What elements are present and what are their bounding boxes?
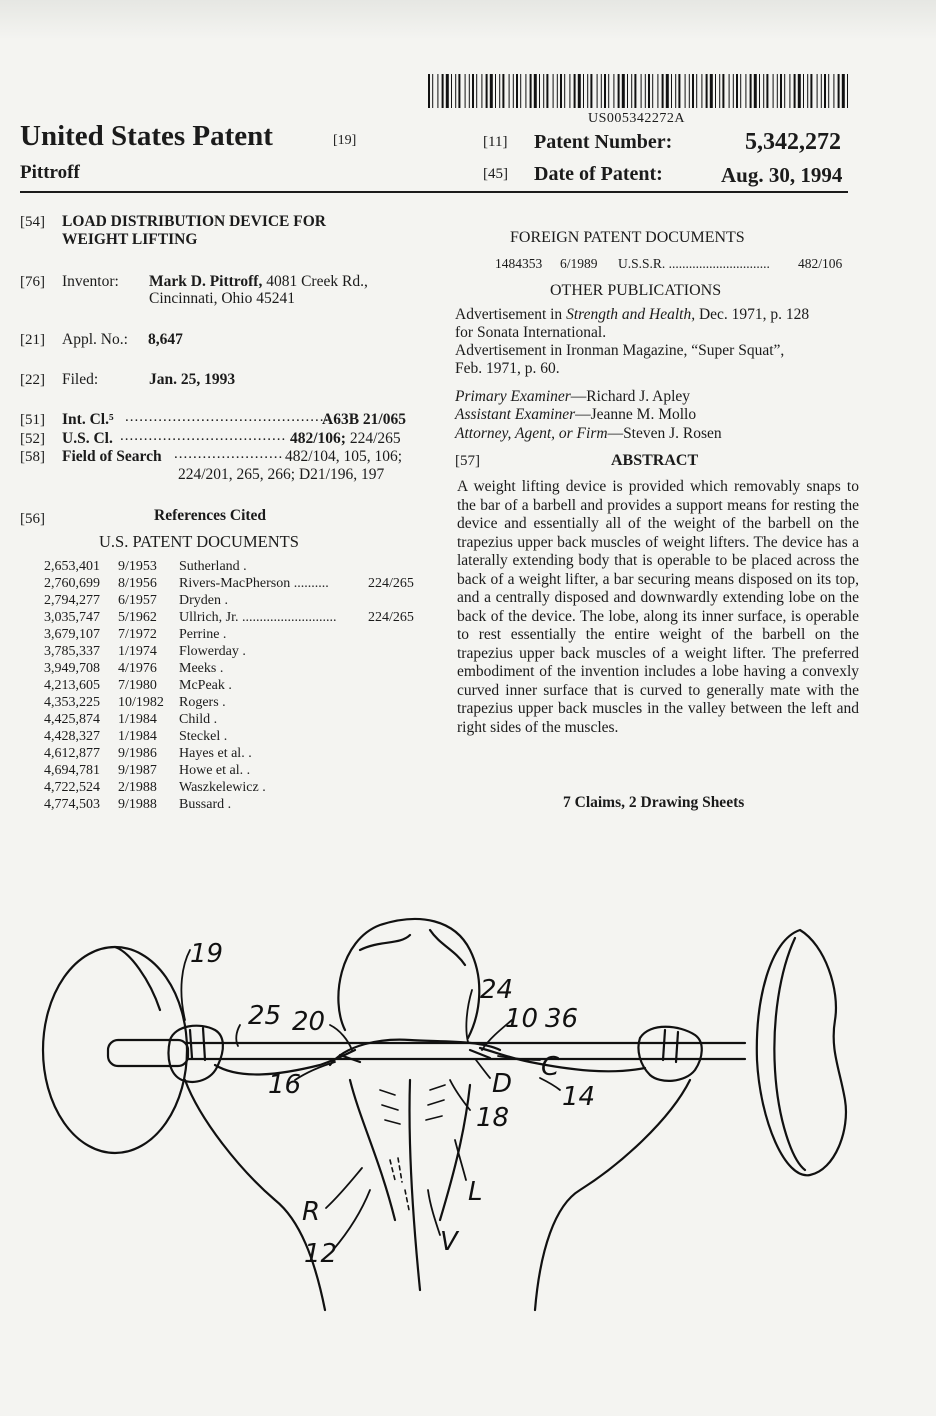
reference-date: 9/1987 xyxy=(118,763,157,778)
label-19: 19 xyxy=(190,939,224,969)
reference-number: 3,785,337 xyxy=(44,644,100,659)
page-top-edge xyxy=(0,0,936,40)
reference-date: 9/1953 xyxy=(118,559,157,574)
title-code: [54] xyxy=(20,214,45,230)
patent-number: 5,342,272 xyxy=(745,129,841,155)
barcode-bar xyxy=(472,74,474,108)
reference-number: 3,949,708 xyxy=(44,661,100,676)
inventor-surname: Pittroff xyxy=(20,162,80,183)
foreign-docs-title: FOREIGN PATENT DOCUMENTS xyxy=(510,229,745,246)
barcode-bar xyxy=(750,74,752,108)
barcode-bar xyxy=(442,74,444,108)
reference-name: Ullrich, Jr. ........................... xyxy=(179,610,337,625)
reference-date: 9/1988 xyxy=(118,797,157,812)
left-weight-plate xyxy=(43,947,187,1153)
barcode-bar xyxy=(469,74,470,108)
search-leader: ....................... xyxy=(174,446,284,462)
barcode-bar xyxy=(833,74,834,108)
intcl-label: Int. Cl.⁵ xyxy=(62,411,114,428)
reference-number: 4,353,225 xyxy=(44,695,100,710)
barcode-bar xyxy=(652,74,653,108)
appl-code: [21] xyxy=(20,332,45,348)
reference-date: 2/1988 xyxy=(118,780,157,795)
search-code: [58] xyxy=(20,449,45,465)
left-scapula xyxy=(350,1080,395,1220)
barcode-bar xyxy=(543,74,544,108)
header-rule xyxy=(20,191,848,193)
assistant-examiner-name: —Jeanne M. Mollo xyxy=(575,406,697,423)
barcode xyxy=(428,74,848,108)
barcode-bar xyxy=(618,74,620,108)
barcode-bar xyxy=(627,74,628,108)
inventor-name: Mark D. Pittroff, xyxy=(149,273,263,290)
barcode-bar xyxy=(710,74,713,108)
barcode-bar xyxy=(784,74,785,108)
reference-name: Howe et al. . xyxy=(179,763,251,778)
other-publications-title: OTHER PUBLICATIONS xyxy=(550,282,722,299)
barcode-bar xyxy=(692,74,694,108)
barcode-bar xyxy=(578,74,581,108)
publication-2-line-1: Advertisement in Ironman Magazine, “Super Squat”, xyxy=(455,342,785,359)
barcode-bar xyxy=(530,74,532,108)
reference-number: 4,694,781 xyxy=(44,763,100,778)
uscl-values xyxy=(290,430,401,448)
primary-examiner-name: —Richard J. Apley xyxy=(570,388,691,405)
right-plate-face xyxy=(774,938,805,1170)
primary-examiner-label: Primary Examiner xyxy=(455,388,571,405)
reference-name: Dryden . xyxy=(179,593,228,608)
barcode-bar xyxy=(645,74,646,108)
title-line-2: WEIGHT LIFTING xyxy=(62,231,198,248)
inventor-address-2: Cincinnati, Ohio 45241 xyxy=(149,290,295,307)
barcode-bar xyxy=(675,74,676,108)
barcode-bar xyxy=(502,74,504,108)
barcode-bar xyxy=(516,74,518,108)
barcode-bar xyxy=(759,74,760,108)
filed-code: [22] xyxy=(20,372,45,388)
country-code: [19] xyxy=(333,133,357,148)
intcl-value: A63B 21/065 xyxy=(322,411,406,428)
label-18: 18 xyxy=(476,1103,510,1133)
foreign-doc-country: U.S.S.R. .............................. xyxy=(618,256,770,271)
reference-date: 5/1962 xyxy=(118,610,157,625)
barcode-bar xyxy=(821,74,822,108)
leader-D xyxy=(476,1060,490,1078)
barcode-bar xyxy=(745,74,746,108)
barcode-bar xyxy=(520,74,521,108)
barcode-bar xyxy=(689,74,690,108)
right-hand xyxy=(638,1027,701,1081)
abstract-text: A weight lifting device is provided which removably snaps to the bar of a barbell and provides a support means for resting the device and essentially all of the weight of the barbell on the trapezius upper back muscles of weight lifters. The device has a laterally extending body that is operable to be placed across the back of a weight lifter, a bar securing means disposed on its top, and a centrally disposed and downwardly extending lobe on the back of the device. The lobe, along its inner surface, is operable to rest essentially the entire weight of the barbell on the trapezius upper back muscles of a weight lifter. The preferred embodiment of the invention includes a lobe having a convexly curved inner surface that is curved to generally mate with the trapezius upper back muscles in the valley between the left and right sides of the muscles. xyxy=(457,478,859,736)
barcode-bar xyxy=(824,74,826,108)
primary-examiner xyxy=(455,388,690,406)
left-plate-rim xyxy=(115,947,160,1010)
reference-date: 1/1984 xyxy=(118,712,157,727)
publication-1-date: Dec. 1971, p. 128 xyxy=(698,306,810,323)
barcode-bar xyxy=(446,74,449,108)
appl-number: 8,647 xyxy=(148,331,183,348)
label-16: 16 xyxy=(268,1070,302,1100)
reference-number: 4,774,503 xyxy=(44,797,100,812)
barcode-bar xyxy=(608,74,609,108)
reference-name: Flowerday . xyxy=(179,644,246,659)
right-fingers xyxy=(663,1030,678,1062)
barcode-bar xyxy=(685,74,686,108)
barcode-bar xyxy=(590,74,592,108)
barcode-bar xyxy=(634,74,636,108)
barcode-bar xyxy=(729,74,730,108)
date-label: Date of Patent: xyxy=(534,163,663,185)
barcode-bar xyxy=(722,74,724,108)
publication-1-journal: Strength and Health, xyxy=(566,306,696,323)
barcode-bar xyxy=(513,74,514,108)
assistant-examiner xyxy=(455,406,696,424)
label-24: 24 xyxy=(480,975,514,1005)
leader-12 xyxy=(333,1190,370,1250)
barcode-bar xyxy=(476,74,477,108)
abstract-code: [57] xyxy=(455,453,480,469)
reference-name: Sutherland . xyxy=(179,559,247,574)
publication-2-line-2: Feb. 1971, p. 60. xyxy=(455,360,560,377)
reference-name: Hayes et al. . xyxy=(179,746,252,761)
reference-name: McPeak . xyxy=(179,678,232,693)
reference-name: Meeks . xyxy=(179,661,224,676)
title-line-1: LOAD DISTRIBUTION DEVICE FOR xyxy=(62,213,326,230)
barcode-bar xyxy=(763,74,764,108)
patent-number-label: Patent Number: xyxy=(534,131,673,153)
barcode-bar xyxy=(451,74,452,108)
barcode-bar xyxy=(564,74,565,108)
leader-20 xyxy=(330,1025,352,1050)
foreign-doc-number: 1484353 xyxy=(495,256,543,271)
barcode-bar xyxy=(807,74,808,108)
reference-name: Perrine . xyxy=(179,627,227,642)
publication-1-line-2: for Sonata International. xyxy=(455,324,607,341)
left-arm-outline xyxy=(185,1080,325,1310)
uscl-leader: ................................... xyxy=(120,428,287,444)
barcode-bar xyxy=(534,74,537,108)
references-code: [56] xyxy=(20,511,45,527)
barcode-bar xyxy=(766,74,768,108)
label-L: L xyxy=(468,1177,483,1207)
inventor-code: [76] xyxy=(20,274,45,290)
barcode-bar xyxy=(525,74,526,108)
barcode-bar xyxy=(539,74,540,108)
barcode-bar xyxy=(428,74,430,108)
barcode-bar xyxy=(789,74,790,108)
search-line-2: 224/201, 265, 266; D21/196, 197 xyxy=(178,466,385,483)
label-C: C xyxy=(541,1052,560,1082)
barcode-bar xyxy=(486,74,488,108)
label-25: 25 xyxy=(248,1001,282,1031)
barcode-bar xyxy=(458,74,460,108)
uscl-value-primary: 482/106; xyxy=(290,430,346,447)
reference-name: Waszkelewicz . xyxy=(179,780,266,795)
right-arm-outline xyxy=(535,1080,690,1310)
foreign-doc-class: 482/106 xyxy=(798,256,843,271)
barcode-bar xyxy=(648,74,650,108)
intcl-code: [51] xyxy=(20,412,45,428)
barcode-bar xyxy=(678,74,680,108)
barcode-bar xyxy=(597,74,598,108)
reference-date: 7/1980 xyxy=(118,678,157,693)
label-V: V xyxy=(440,1227,458,1257)
barcode-bar xyxy=(817,74,818,108)
uscl-label: U.S. Cl. xyxy=(62,430,113,447)
barcode-bar xyxy=(847,74,848,108)
uscl-value-secondary: 224/265 xyxy=(349,430,401,447)
reference-number: 2,760,699 xyxy=(44,576,100,591)
barcode-bar xyxy=(465,74,466,108)
reference-name: Steckel . xyxy=(179,729,228,744)
inventor-label: Inventor: xyxy=(62,273,119,290)
barcode-bar xyxy=(706,74,708,108)
reference-name: Rivers-MacPherson .......... xyxy=(179,576,329,591)
barcode-bar xyxy=(604,74,606,108)
appl-label: Appl. No.: xyxy=(62,331,128,348)
attorney-label: Attorney, Agent, or Firm xyxy=(455,425,608,442)
filed-label: Filed: xyxy=(62,371,99,388)
barcode-bar xyxy=(546,74,548,108)
reference-date: 1/1974 xyxy=(118,644,157,659)
filed-date: Jan. 25, 1993 xyxy=(149,371,236,388)
reference-class: 224/265 xyxy=(368,576,414,591)
barcode-bar xyxy=(622,74,625,108)
reference-class: 224/265 xyxy=(368,610,414,625)
patent-date: Aug. 30, 1994 xyxy=(721,163,843,187)
barcode-bar xyxy=(601,74,602,108)
label-R: R xyxy=(302,1197,321,1227)
muscle-hatching xyxy=(380,1085,445,1124)
reference-number: 4,425,874 xyxy=(44,712,100,727)
search-line-1: 482/104, 105, 106; xyxy=(285,448,403,465)
reference-date: 9/1986 xyxy=(118,746,157,761)
publication-1-prefix: Advertisement in xyxy=(455,306,563,323)
label-14: 14 xyxy=(562,1082,596,1112)
reference-date: 7/1972 xyxy=(118,627,157,642)
label-36: 36 xyxy=(545,1004,579,1034)
reference-number: 3,679,107 xyxy=(44,627,100,642)
reference-date: 1/1984 xyxy=(118,729,157,744)
barcode-bar xyxy=(794,74,796,108)
reference-number: 4,722,524 xyxy=(44,780,100,795)
barcode-bar xyxy=(662,74,664,108)
barcode-bar xyxy=(666,74,669,108)
barcode-bar xyxy=(803,74,804,108)
reference-date: 4/1976 xyxy=(118,661,157,676)
reference-name: Bussard . xyxy=(179,797,232,812)
barcode-bar xyxy=(641,74,642,108)
leader-19 xyxy=(181,950,190,1020)
spine-hatching xyxy=(390,1158,409,1210)
barcode-bar xyxy=(437,74,438,108)
barcode-bar xyxy=(574,74,576,108)
reference-number: 4,428,327 xyxy=(44,729,100,744)
assistant-examiner-label: Assistant Examiner xyxy=(455,406,576,423)
barcode-bar xyxy=(553,74,554,108)
publication-1-line-1 xyxy=(455,306,809,324)
barcode-bar xyxy=(842,74,845,108)
reference-number: 3,035,747 xyxy=(44,610,100,625)
barcode-bar xyxy=(719,74,720,108)
reference-number: 4,612,877 xyxy=(44,746,100,761)
patent-country-title: United States Patent xyxy=(20,120,273,152)
barcode-bar xyxy=(613,74,614,108)
right-weight-plate xyxy=(757,930,846,1175)
barcode-bar xyxy=(557,74,558,108)
label-10: 10 xyxy=(505,1004,539,1034)
references-title: References Cited xyxy=(154,507,267,524)
barcode-bar xyxy=(828,74,829,108)
barcode-bar xyxy=(499,74,500,108)
reference-name: Child . xyxy=(179,712,218,727)
spine-line xyxy=(409,1080,420,1290)
abstract-title: ABSTRACT xyxy=(611,452,699,469)
attorney xyxy=(455,425,722,443)
barcode-bar xyxy=(432,74,433,108)
barcode-bar xyxy=(509,74,510,108)
barcode-text: US005342272A xyxy=(588,111,686,126)
barcode-bar xyxy=(583,74,584,108)
barcode-bar xyxy=(838,74,840,108)
barcode-bar xyxy=(657,74,658,108)
label-12: 12 xyxy=(304,1239,338,1269)
inventor-address-1: 4081 Creek Rd., xyxy=(266,273,368,290)
foreign-doc-date: 6/1989 xyxy=(560,256,598,271)
date-code: [45] xyxy=(483,166,508,182)
leader-V xyxy=(428,1190,440,1235)
attorney-name: —Steven J. Rosen xyxy=(607,425,722,442)
barcode-bar xyxy=(495,74,496,108)
barcode-bar xyxy=(490,74,493,108)
patent-drawing xyxy=(0,890,936,1390)
reference-number: 2,653,401 xyxy=(44,559,100,574)
barcode-bar xyxy=(780,74,782,108)
barcode-bar xyxy=(481,74,482,108)
barcode-bar xyxy=(671,74,672,108)
reference-date: 10/1982 xyxy=(118,695,164,710)
barcode-bar xyxy=(740,74,741,108)
reference-name: Rogers . xyxy=(179,695,226,710)
barcode-bar xyxy=(569,74,570,108)
us-docs-title: U.S. PATENT DOCUMENTS xyxy=(99,532,299,551)
barcode-bar xyxy=(736,74,738,108)
left-hand xyxy=(169,1026,223,1082)
barcode-bar xyxy=(810,74,812,108)
barcode-bar xyxy=(455,74,456,108)
hair-lines xyxy=(360,930,465,965)
barcode-bar xyxy=(701,74,702,108)
intcl-leader: ........................................... xyxy=(125,409,330,425)
search-label: Field of Search xyxy=(62,448,162,465)
reference-date: 8/1956 xyxy=(118,576,157,591)
barcode-bar xyxy=(696,74,697,108)
bar-end-left xyxy=(108,1040,188,1066)
reference-number: 4,213,605 xyxy=(44,678,100,693)
inventor-line-1 xyxy=(149,273,368,291)
barcode-bar xyxy=(560,74,562,108)
label-20: 20 xyxy=(292,1007,326,1037)
barcode-bar xyxy=(777,74,778,108)
label-D: D xyxy=(492,1069,513,1099)
uscl-code: [52] xyxy=(20,431,45,447)
reference-date: 6/1957 xyxy=(118,593,157,608)
device-edges xyxy=(340,1050,490,1062)
leader-18 xyxy=(450,1080,470,1110)
barcode-bar xyxy=(715,74,716,108)
patent-number-code: [11] xyxy=(483,134,508,150)
barcode-bar xyxy=(733,74,734,108)
barcode-bar xyxy=(798,74,801,108)
barcode-bar xyxy=(754,74,757,108)
barcode-bar xyxy=(587,74,588,108)
barcode-bar xyxy=(773,74,774,108)
claims-summary: 7 Claims, 2 Drawing Sheets xyxy=(563,794,745,811)
leader-R xyxy=(326,1168,362,1208)
barcode-bar xyxy=(631,74,632,108)
reference-number: 2,794,277 xyxy=(44,593,100,608)
